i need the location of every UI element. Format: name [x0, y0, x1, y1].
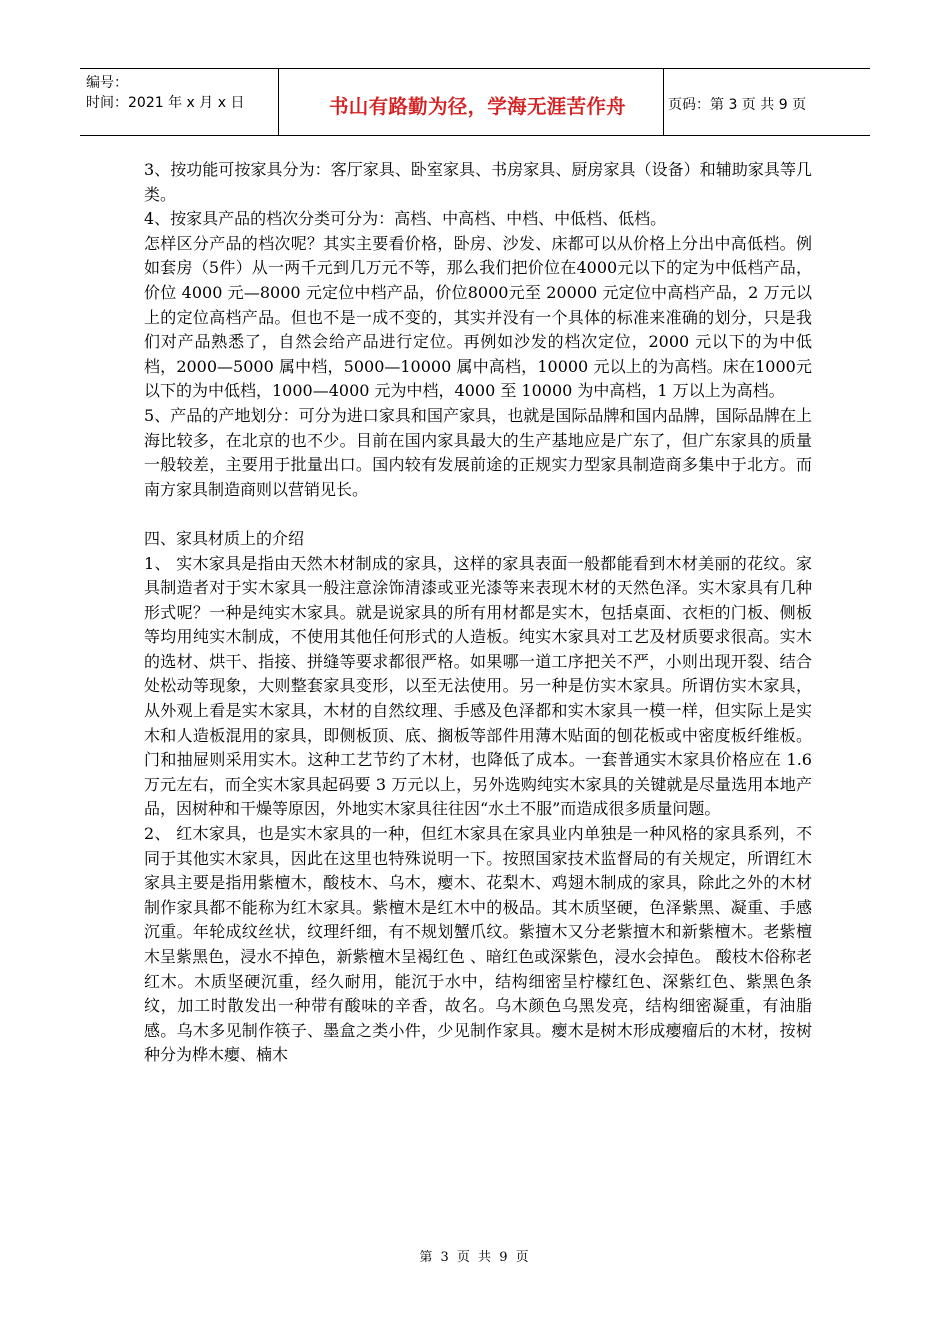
section-heading: 四、家具材质上的介绍 [144, 528, 305, 548]
page-footer: 第 3 页 共 9 页 [419, 1250, 531, 1265]
paragraph: 1、 实木家具是指由天然木材制成的家具，这样的家具表面一般都能看到木材美丽的花纹。家具制造者对于实木家具一般注意涂饰清漆或亚光漆等来表现木材的天然色泽。实木家具有几种形式呢？一种是纯实木家具。就是说家具的所有用材都是实木，包括桌面、衣柜的门板、侧板等均用纯实木制成，不使用其他任何形式的人造板。纯实木家具对工艺及材质要求很高。实木的选材、烘干、指接、拼缝等要求都很严格。如果哪一道工序把关不严，小则出现开裂、结合处松动等现象，大则整套家具变形，以至无法使用。另一种是仿实木家具。所谓仿实木家具，从外观上看是实木家具，木材的自然纹理、手感及色泽都和实木家具一模一样，但实际上是实木和人造板混用的家具，即侧板顶、底、搁板等部件用薄木贴面的刨花板或中密度板纤维板。门和抽屉则采用实木。这种工艺节约了木材，也降低了成本。一套普通实木家具价格应在 1.6 万元左右，而全实木家具起码要 3 万元以上，另外选购纯实木家具的关键就是尽量选用本地产品，因树种和干燥等原因，外地实木家具往往因“水土不服”而造成很多质量问题。 [144, 553, 812, 819]
header-page-info: 页码：第 3 页 共 9 页 [668, 97, 807, 113]
paragraph: 3、按功能可按家具分为：客厅家具、卧室家具、书房家具、厨房家具（设备）和辅助家具等几类。 [144, 160, 812, 204]
paragraph: 怎样区分产品的档次呢？其实主要看价格，卧房、沙发、床都可以从价格上分出中高低档。例如套房（5件）从一两千元到几万元不等，那么我们把价位在4000元以下的定为中低档产品，价位 4000 元—8000 元定位中档产品，价位8000元至 20000 元定位中高档产品，2 万元以上的定位高档产品。但也不是一成不变的，其实并没有一个具体的标准来准确的划分，只是我们对产品熟悉了，自然会给产品进行定位。再例如沙发的档次定位，2000 元以下的为中低档，2000—5000 属中档，5000—10000 属中高档，10000 元以上的为高档。床在1000元以下的为中低档，1000—4000 元为中档，4000 至 10000 为中高档，1 万以上为高档。 [144, 233, 812, 401]
header-divider-left [278, 69, 279, 135]
paragraph: 2、 红木家具，也是实木家具的一种，但红木家具在家具业内单独是一种风格的家具系列，不同于其他实木家具，因此在这里也特殊说明一下。按照国家技术监督局的有关规定，所谓红木家具主要是指用紫檀木，酸枝木、乌木，瘿木、花梨木、鸡翅木制成的家具，除此之外的木材制作家具都不能称为红木家具。紫檀木是红木中的极品。其木质坚硬，色泽紫黑、凝重、手感沉重。年轮成纹丝状，纹理纤细，有不规划蟹爪纹。紫擅木又分老紫擅木和新紫檀木。老紫檀木呈紫黑色，浸水不掉色，新紫檀木呈褐红色 、暗红色或深紫色，浸水会掉色。 酸枝木俗称老红木。木质坚硬沉重，经久耐用，能沉于水中，结构细密呈柠檬红色、深紫红色、紫黑色条纹，加工时散发出一种带有酸味的辛香，故名。乌木颜色乌黑发亮，结构细密凝重，有油脂感。乌木多见制作筷子、墨盒之类小件，少见制作家具。瘿木是树木形成瘿瘤后的木材，按树种分为桦木瘿、楠木 [144, 824, 812, 1065]
header-motto: 书山有路勤为径，学海无涯苦作舟 [328, 95, 626, 118]
doc-number-label: 编号： [86, 75, 128, 91]
header-meta [86, 73, 244, 113]
header-divider-right [663, 69, 664, 135]
doc-date: 时间：2021 年 x 月 x 日 [86, 95, 245, 111]
page-header [80, 68, 870, 136]
paragraph: 4、按家具产品的档次分类可分为：高档、中高档、中档、中低档、低档。 [144, 209, 667, 229]
paragraph-spacer [144, 502, 812, 527]
paragraph: 5、产品的产地划分：可分为进口家具和国产家具，也就是国际品牌和国内品牌，国际品牌在上海比较多，在北京的也不少。目前在国内家具最大的生产基地应是广东了，但广东家具的质量一般较差，主要用于批量出口。国内较有发展前途的正规实力型家具制造商多集中于北方。而南方家具制造商则以营销见长。 [144, 405, 812, 499]
document-body [144, 158, 812, 1068]
